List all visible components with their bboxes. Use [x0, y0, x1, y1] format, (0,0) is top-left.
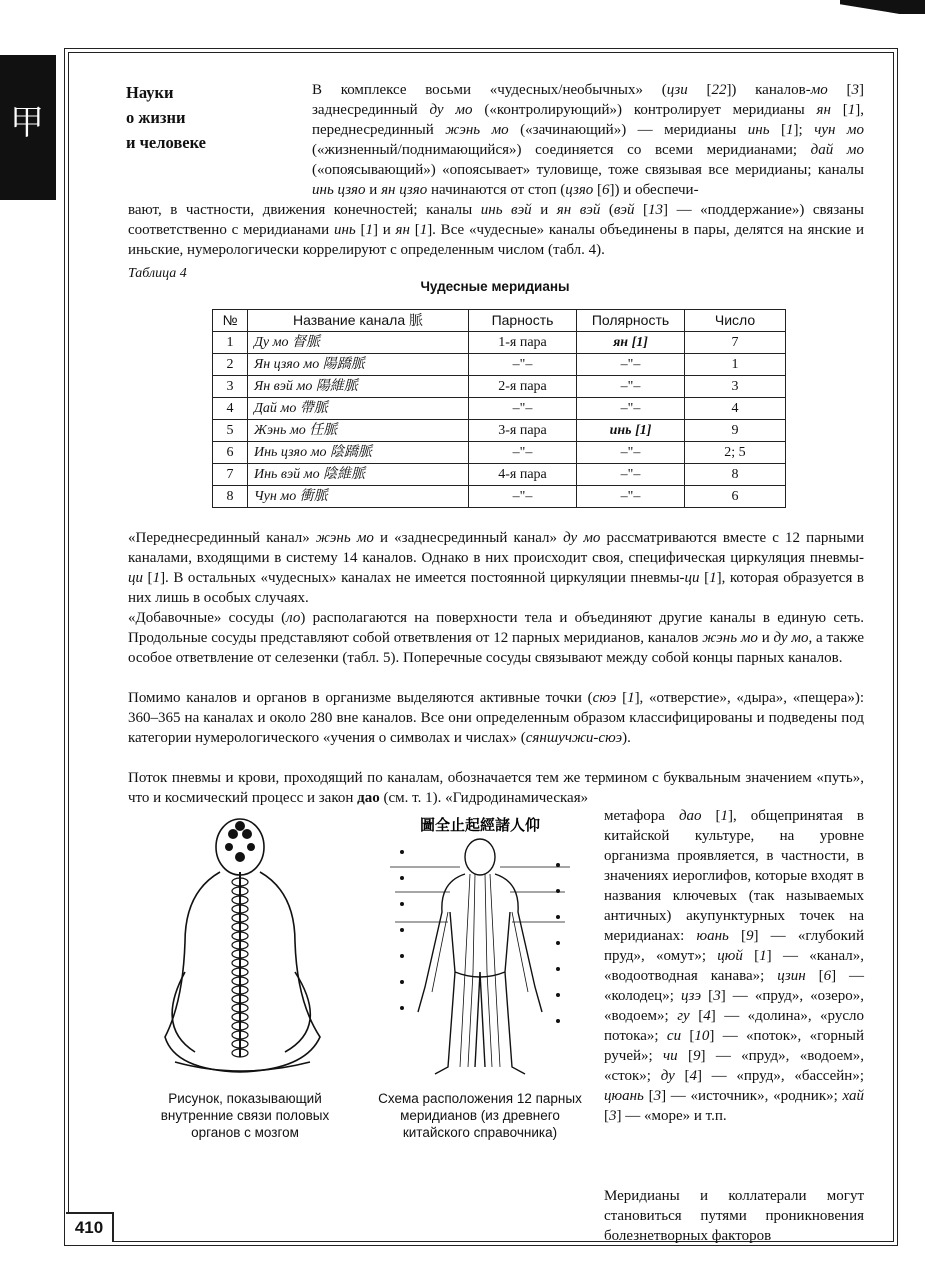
chart-mark — [556, 993, 560, 997]
figure-seated-body — [145, 812, 345, 1082]
table-cell: Жэнь мо 任脈 — [248, 420, 469, 442]
table-cell: 2; 5 — [685, 442, 786, 464]
section-title-line: Науки — [126, 83, 174, 102]
table-cell: 6 — [685, 486, 786, 508]
table-cell: 7 — [213, 464, 248, 486]
paragraph-intro-cont: вают, в частности, движения конечностей; каналы инь вэй и ян вэй (вэй [13] — «поддержание») связаны соответственно с меридианами инь [1] и ян [1]. Все «чудесные» каналы объединены в пары, делятся на янские и иньские, нумерологически коррелируют с определенным числом (табл. 4). — [128, 202, 865, 258]
table-cell: инь [1] — [577, 420, 685, 442]
table-cell: 4-я пара — [469, 464, 577, 486]
table-row — [213, 420, 786, 442]
chart-mark — [400, 954, 404, 958]
chart-mark — [556, 1019, 560, 1023]
table-cell: 3-я пара — [469, 420, 577, 442]
chart-mark — [556, 889, 560, 893]
chart-mark — [400, 850, 404, 854]
chart-mark — [400, 902, 404, 906]
table-cell: Чун мо 衝脈 — [248, 486, 469, 508]
table-cell: 1-я пара — [469, 332, 577, 354]
paragraph-points: Помимо каналов и органов в организме выделяются активные точки (сюэ [1], «отверстие», «дыра», «пещера»): 360–365 на каналах и около 280 вне каналов. Все они определенным образом классифицированы и подведены под категории нумерологического «учения о символах и числах» (сяншучжи-сюэ). — [128, 690, 864, 746]
table-title: Чудесные меридианы — [420, 279, 570, 294]
table-cell: –"– — [469, 486, 577, 508]
table-cell: –"– — [577, 442, 685, 464]
tab-glyph: 甲 — [10, 103, 44, 143]
table-row — [213, 464, 786, 486]
chart-mark — [556, 967, 560, 971]
table-row — [213, 486, 786, 508]
table-cell: 5 — [213, 420, 248, 442]
table-cell: 7 — [685, 332, 786, 354]
table-cell: –"– — [469, 442, 577, 464]
table-cell: 9 — [685, 420, 786, 442]
section-title — [126, 80, 296, 155]
table-cell: Инь цзяо мо 陰蹻脈 — [248, 442, 469, 464]
table-cell: 3 — [685, 376, 786, 398]
table-cell: –"– — [577, 354, 685, 376]
paragraph-intro: В комплексе восьми «чудесных/необычных» (цзи [22]) каналов-мо [3] заднесрединный ду мо («контролирующий») контролирует меридианы ян [1], переднесрединный жэнь мо («зачинающий») — меридианы инь [1]; чун мо («жизненный/поднимающийся») соединяется со всеми меридианами; дай мо («опоясывающий») «опоясывает» туловище, тоже связывая все меридианы; каналы инь цзяо и ян цзяо начинаются от стоп (цзяо [6]) и обеспечи- — [312, 82, 865, 198]
table-cell: –"– — [577, 486, 685, 508]
paragraph-flow: Поток пневмы и крови, проходящий по каналам, обозначается тем же термином с буквальным значением «путь», что и космический процесс и закон дао (см. т. 1). «Гидродинамическая» — [128, 770, 864, 806]
table-cell: 1 — [213, 332, 248, 354]
section-title-line: о жизни — [126, 108, 186, 127]
table-row — [213, 442, 786, 464]
table-cell: Инь вэй мо 陰維脈 — [248, 464, 469, 486]
chart-mark — [556, 915, 560, 919]
chart-mark — [400, 1006, 404, 1010]
table-cell: 4 — [213, 398, 248, 420]
table-cell: Ян вэй мо 陽維脈 — [248, 376, 469, 398]
meridians-table — [212, 309, 786, 508]
table-cell: –"– — [577, 376, 685, 398]
paragraph-central-channels: «Переднесрединный канал» жэнь мо и «заднесрединный канал» ду мо рассматриваются вместе с 12 парными каналами, входящими в систему 14 каналов. Однако в них происходит своя, специфическая циркуляция пневмы-ци [1]. В остальных «чудесных» каналах не имеется постоянной циркуляции пневмы-ци [1], которая образуется в них лишь в особых случаях. — [128, 530, 865, 606]
table-row — [213, 354, 786, 376]
table-header: Парность — [469, 310, 577, 332]
table-label: Таблица 4 — [128, 266, 187, 281]
table-cell: –"– — [577, 398, 685, 420]
table-cell: 6 — [213, 442, 248, 464]
table-cell: 4 — [685, 398, 786, 420]
table-row — [213, 376, 786, 398]
table-cell: ян [1] — [577, 332, 685, 354]
table-cell: 1 — [685, 354, 786, 376]
table-cell: –"– — [469, 398, 577, 420]
chart-mark — [400, 980, 404, 984]
chart-mark — [556, 941, 560, 945]
paragraph-vessels: «Добавочные» сосуды (ло) располагаются на поверхности тела и объединяют другие каналы в единую сеть. Продольные сосуды представляют собой ответвления от 12 парных меридианов, каналов жэнь мо и ду мо, а также особое ответвление от селезенки (табл. 5). Поперечные сосуды связывают между собой концы парных каналов. — [128, 610, 865, 666]
figure-caption-1: Рисунок, показывающий внутренние связи половых органов с мозгом — [160, 1091, 330, 1140]
table-cell: Ду мо 督脈 — [248, 332, 469, 354]
section-title-line: и человеке — [126, 133, 207, 152]
table-cell: Ян цзяо мо 陽蹻脈 — [248, 354, 469, 376]
table-cell: 2 — [213, 354, 248, 376]
corner-mark — [840, 0, 925, 14]
table-cell: 8 — [213, 486, 248, 508]
chart-mark — [400, 876, 404, 880]
chart-mark — [556, 863, 560, 867]
table-cell: 3 — [213, 376, 248, 398]
chart-mark — [400, 928, 404, 932]
table-header: Число — [685, 310, 786, 332]
figure-chart-title: 圖全止起經諸人仰 — [419, 816, 541, 834]
page-number: 410 — [66, 1212, 114, 1242]
table-header: Название канала 脈 — [248, 310, 469, 332]
table-cell: 8 — [685, 464, 786, 486]
table-header: № — [213, 310, 248, 332]
table-cell: –"– — [469, 354, 577, 376]
table-cell: 2-я пара — [469, 376, 577, 398]
figure-caption-2: Схема расположения 12 парных меридианов (из древнего китайского справочника) — [378, 1091, 582, 1140]
table-header: Полярность — [577, 310, 685, 332]
paragraph-dao-metaphor: метафора дао [1], общепринятая в китайской культуре, на уровне организма проявляется, в частности, в значениях иероглифов, которые входят в названия ключевых (так называемых античных) акупунктурных точек на меридианах: юань [9] — «глубокий пруд», «омут»; цюй [1] — «канал», «водоотводная канава»; цзин [6] — «колодец»; цзэ [3] — «пруд», «озеро», «водоем»; гу [4] — «долина», «русло потока»; си [10] — «поток», «горный ручей»; чи [9] — «пруд», «водоем», «сток»; ду [4] — «пруд», «бассейн»; цюань [3] — «источник», «родник»; хай [3] — «море» и т.п. — [604, 808, 865, 1124]
paragraph-pathways: Меридианы и коллатерали могут становиться путями проникновения болезнетворных факторов — [604, 1188, 864, 1244]
table-row — [213, 332, 786, 354]
table-cell: Дай мо 帶脈 — [248, 398, 469, 420]
figure-meridian-chart — [370, 812, 590, 1082]
section-tab — [0, 55, 56, 200]
table-row — [213, 398, 786, 420]
table-cell: –"– — [577, 464, 685, 486]
